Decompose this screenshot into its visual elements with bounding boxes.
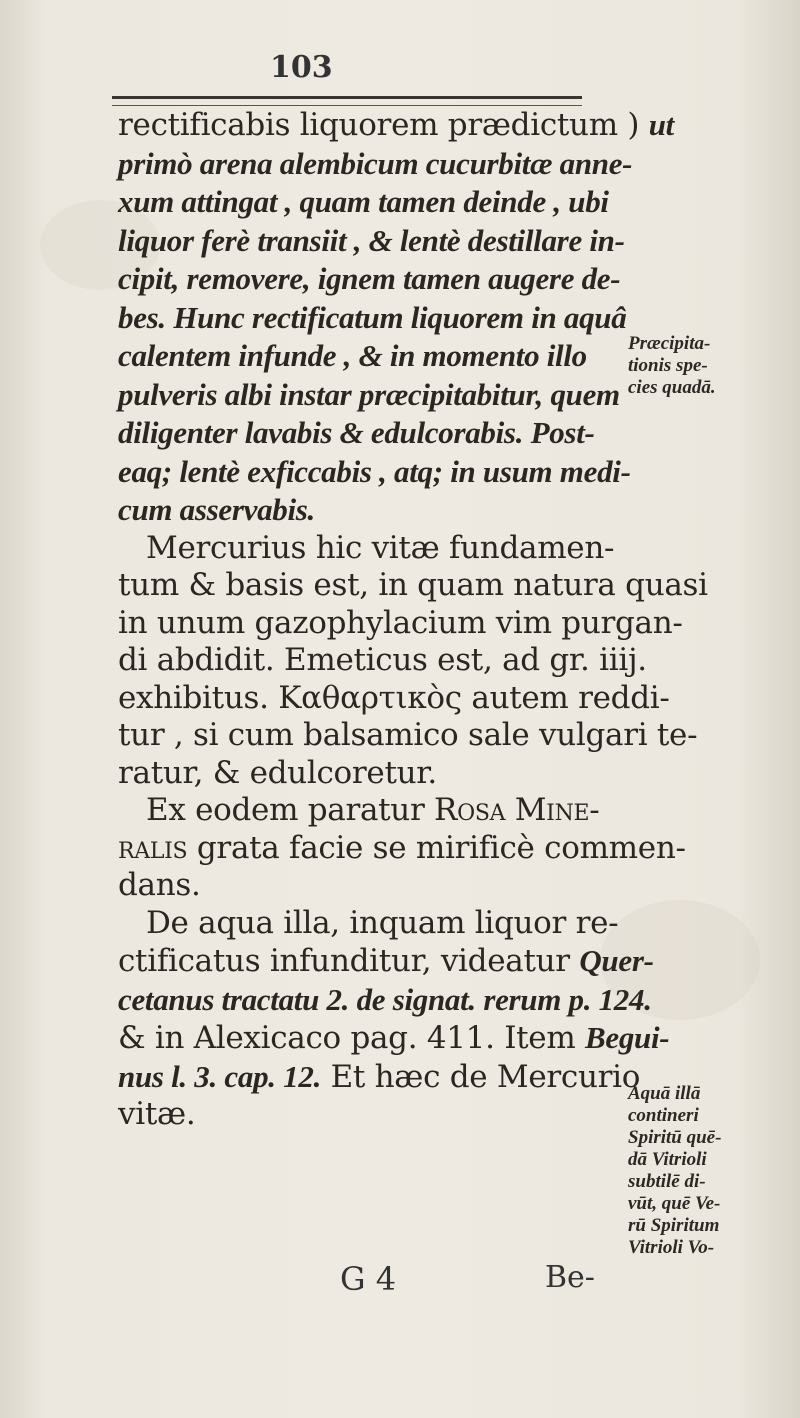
text-line <box>118 1096 618 1134</box>
text-line <box>118 530 618 568</box>
margin-note-line: contineri <box>628 1105 699 1126</box>
text-line <box>118 604 683 643</box>
margin-note-line: Præcipita- <box>628 333 711 354</box>
text-line <box>118 679 670 718</box>
margin-note-line: Vitrioli Vo- <box>628 1237 715 1258</box>
text-line <box>118 755 618 793</box>
text-segment: Rosa Mine- <box>434 792 600 828</box>
text-segment: ralis <box>118 829 188 866</box>
margin-note-line: rū Spiritum <box>628 1215 720 1236</box>
margin-note-line: cies quadā. <box>628 377 716 398</box>
margin-note-aqua <box>628 1083 798 1259</box>
text-line <box>118 792 618 830</box>
text-segment: rectificabis liquorem prædictum ) <box>118 107 649 143</box>
text-line <box>118 829 686 868</box>
text-segment: Et hæc de Mercurio <box>321 1058 641 1095</box>
text-segment: Ex eodem paratur <box>146 792 435 828</box>
text-segment: ratur, & edulcoretur. <box>118 754 437 791</box>
page-number: 103 <box>270 50 333 85</box>
margin-note-line: Spiritū quē- <box>628 1127 722 1148</box>
header-rule <box>112 96 582 106</box>
text-segment: tur , si cum balsamico sale vulgari te- <box>118 717 698 753</box>
text-segment: di abdidit. Emeticus est, ad gr. iiij. <box>118 642 647 678</box>
text-line <box>118 717 698 755</box>
text-segment: diligenter lavabis & edulcorabis. Post- <box>118 415 595 450</box>
text-line <box>118 106 674 145</box>
margin-note-line: tionis spe- <box>628 355 708 376</box>
text-segment: calentem infunde , & in momento illo <box>118 338 587 373</box>
text-segment: tum & basis est, in quam natura quasi <box>118 567 708 603</box>
text-line <box>118 414 618 453</box>
catchword: Be- <box>545 1260 595 1295</box>
text-line <box>118 1019 670 1058</box>
text-line <box>118 183 618 222</box>
text-line <box>118 491 618 530</box>
margin-note-precipitation <box>628 333 798 399</box>
text-segment: exhibitus. Καθαρτικὸς autem reddi- <box>118 679 670 716</box>
text-line <box>118 905 618 943</box>
text-segment: nus l. 3. cap. 12. <box>118 1058 322 1094</box>
text-line <box>118 453 631 492</box>
text-line <box>118 1058 641 1097</box>
text-line <box>118 981 652 1020</box>
text-line <box>118 260 621 299</box>
text-segment: & in Alexicaco pag. 411. Item <box>118 1020 586 1056</box>
signature-mark: G 4 <box>340 1260 397 1298</box>
text-line <box>118 299 627 338</box>
text-segment: cipit, removere, ignem tamen augere de- <box>118 261 621 296</box>
text-line <box>118 942 654 981</box>
text-segment: vitæ. <box>118 1096 196 1132</box>
text-line <box>118 145 633 184</box>
text-line <box>118 222 625 261</box>
text-segment: dans. <box>118 867 201 903</box>
text-line <box>118 867 618 905</box>
text-segment: ut <box>648 107 674 142</box>
text-segment: eaq; lentè exficcabis , atq; in usum medi- <box>118 453 631 489</box>
margin-note-line: dā Vitrioli <box>628 1149 707 1170</box>
text-segment: Mercurius hic vitæ fundamen- <box>146 529 615 566</box>
text-segment: cum asservabis. <box>118 492 316 527</box>
text-segment: De aqua illa, inquam liquor re- <box>146 904 619 941</box>
text-segment: liquor ferè transiit , & lentè destillare in- <box>118 222 625 258</box>
text-line <box>118 642 647 680</box>
text-segment: cetanus tractatu 2. de signat. rerum p. 124. <box>118 981 652 1017</box>
margin-note-line: subtilē di- <box>628 1171 706 1192</box>
text-segment: primò arena alembicum cucurbitæ anne- <box>118 145 633 181</box>
text-segment: ctificatus infunditur, videatur <box>118 943 580 979</box>
text-segment: xum attingat , quam tamen deinde , ubi <box>118 184 609 219</box>
text-line <box>118 337 618 376</box>
text-segment: bes. Hunc rectificatum liquorem in aquâ <box>118 299 627 335</box>
text-segment: Quer- <box>579 943 654 978</box>
text-segment: pulveris albi instar præcipitabitur, quem <box>118 376 620 412</box>
margin-note-line: vūt, quē Ve- <box>628 1193 721 1214</box>
text-segment: in unum gazophylacium vim purgan- <box>118 604 683 641</box>
text-segment: Begui- <box>585 1020 670 1055</box>
margin-note-line: Aquā illā <box>628 1083 701 1104</box>
text-segment: grata facie se mirificè commen- <box>187 829 686 866</box>
text-line <box>118 567 708 605</box>
text-line <box>118 376 618 415</box>
